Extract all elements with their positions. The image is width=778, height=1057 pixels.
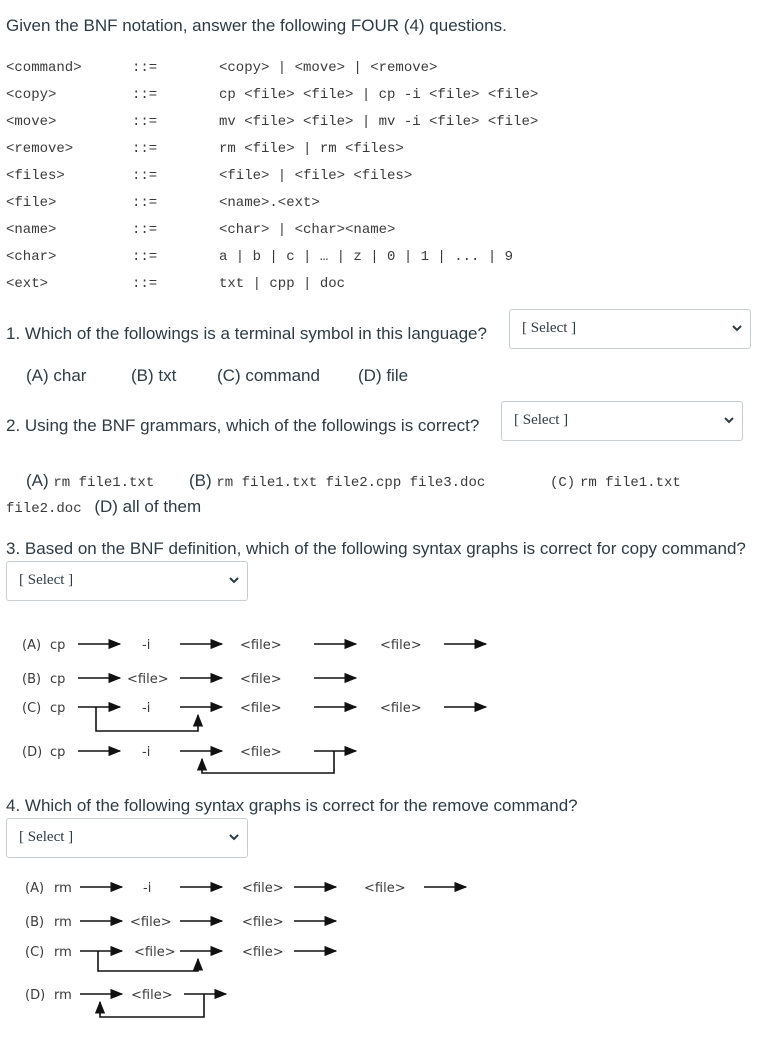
bnf-rhs: <name>.<ext> xyxy=(219,195,320,211)
bnf-rhs: txt | cpp | doc xyxy=(219,276,346,292)
q3-graph-b-cmd: cp xyxy=(50,672,66,687)
chevron-down-icon xyxy=(227,830,241,844)
bnf-rhs: rm <file> | rm <files> xyxy=(219,141,404,157)
bnf-op: ::= xyxy=(132,249,158,265)
q1-option-c: (C) command xyxy=(217,366,320,385)
q3-graph-c-cmd: cp xyxy=(50,701,66,716)
bnf-rhs: mv <file> <file> | mv -i <file> <file> xyxy=(219,114,539,130)
select-value: [ Select ] xyxy=(522,320,577,336)
q4-graph-c-t1: <file> xyxy=(134,945,176,960)
bnf-rhs: a | b | c | … | z | 0 | 1 | ... | 9 xyxy=(219,249,514,265)
bnf-lhs: <char> xyxy=(6,249,57,265)
q4-graph-c-t2: <file> xyxy=(242,945,284,960)
q4-graph-b-t2: <file> xyxy=(242,915,284,930)
bnf-op: ::= xyxy=(132,276,158,292)
q4-graph-b-t1: <file> xyxy=(130,915,172,930)
q4-graph-d-label: (D) xyxy=(25,988,46,1003)
q3-graph-a-t3: <file> xyxy=(380,638,422,653)
q2-option-b-code: rm file1.txt file2.cpp file3.doc xyxy=(216,475,486,491)
bnf-lhs: <remove> xyxy=(6,141,74,157)
q3-graph-c-t2: <file> xyxy=(240,701,282,716)
bnf-op: ::= xyxy=(132,222,158,238)
bnf-op: ::= xyxy=(132,87,158,103)
q3-graph-c-t3: <file> xyxy=(380,701,422,716)
q3-graph-b-label: (B) xyxy=(22,672,42,687)
bnf-lhs: <files> xyxy=(6,168,65,184)
q1-option-b: (B) txt xyxy=(131,366,177,385)
intro-text: Given the BNF notation, answer the following FOUR (4) questions. xyxy=(6,16,507,35)
bnf-op: ::= xyxy=(132,141,158,157)
q3-graph-d-cmd: cp xyxy=(50,745,66,760)
q4-graph-b-cmd: rm xyxy=(54,915,72,930)
bnf-lhs: <command> xyxy=(6,60,82,76)
bnf-rhs: <file> | <file> <files> xyxy=(219,168,413,184)
q3-graph-d-t2: <file> xyxy=(240,745,282,760)
select-value: [ Select ] xyxy=(19,829,74,845)
question-1-text: 1. Which of the followings is a terminal symbol in this language? xyxy=(6,324,487,343)
bnf-rhs: cp <file> <file> | cp -i <file> <file> xyxy=(219,87,539,103)
question-4-select[interactable] xyxy=(6,818,248,858)
q3-graph-a-cmd: cp xyxy=(50,638,66,653)
q3-graph-a-label: (A) xyxy=(22,638,42,653)
bnf-lhs: <ext> xyxy=(6,276,49,292)
q4-graph-d-cmd: rm xyxy=(54,988,72,1003)
q4-graph-a-label: (A) xyxy=(25,881,45,896)
q2-option-a-code: rm file1.txt xyxy=(53,475,155,491)
question-2-text: 2. Using the BNF grammars, which of the followings is correct? xyxy=(6,416,480,435)
q3-graph-b-t2: <file> xyxy=(240,672,282,687)
q2-option-a-label: (A) xyxy=(26,471,49,490)
bnf-lhs: <file> xyxy=(6,195,57,211)
q4-graph-a-t1: -i xyxy=(143,881,152,896)
bnf-op: ::= xyxy=(132,60,158,76)
q4-graph-d-t1: <file> xyxy=(131,988,173,1003)
bnf-lhs: <move> xyxy=(6,114,57,130)
bnf-rhs: <char> | <char><name> xyxy=(219,222,396,238)
q3-graph-a-t2: <file> xyxy=(240,638,282,653)
bnf-op: ::= xyxy=(132,195,158,211)
q1-option-a: (A) char xyxy=(26,366,87,385)
q3-graph-d-label: (D) xyxy=(22,745,43,760)
q3-graph-d-t1: -i xyxy=(142,745,151,760)
q4-graph-c-label: (C) xyxy=(25,945,45,960)
bnf-op: ::= xyxy=(132,114,158,130)
bnf-op: ::= xyxy=(132,168,158,184)
q2-option-d: (D) all of them xyxy=(94,497,202,516)
q4-graph-a-t3: <file> xyxy=(364,881,406,896)
q2-option-c-label: (C) xyxy=(550,475,576,491)
bnf-lhs: <name> xyxy=(6,222,57,238)
q3-graph-a-t1: -i xyxy=(142,638,151,653)
q3-graph-c-t1: -i xyxy=(142,701,151,716)
question-4-text: 4. Which of the following syntax graphs is correct for the remove command? xyxy=(6,796,578,815)
bnf-rhs: <copy> | <move> | <remove> xyxy=(219,60,438,76)
q2-option-b-label: (B) xyxy=(189,471,212,490)
q4-graph-b-label: (B) xyxy=(25,915,45,930)
q3-graph-b-t1: <file> xyxy=(127,672,169,687)
question-3-text: 3. Based on the BNF definition, which of the following syntax graphs is correct for copy command? xyxy=(6,539,746,558)
q2-option-c-code: rm file1.txt xyxy=(579,475,681,491)
q4-graph-a-t2: <file> xyxy=(242,881,284,896)
q1-option-d: (D) file xyxy=(358,366,409,385)
q4-graph-c-cmd: rm xyxy=(54,945,72,960)
select-value: [ Select ] xyxy=(19,572,74,588)
q3-graph-c-label: (C) xyxy=(22,701,42,716)
bnf-lhs: <copy> xyxy=(6,87,57,103)
q2-option-c-code-2: file2.doc xyxy=(6,501,82,517)
q4-graph-a-cmd: rm xyxy=(54,881,72,896)
select-value: [ Select ] xyxy=(514,412,569,428)
